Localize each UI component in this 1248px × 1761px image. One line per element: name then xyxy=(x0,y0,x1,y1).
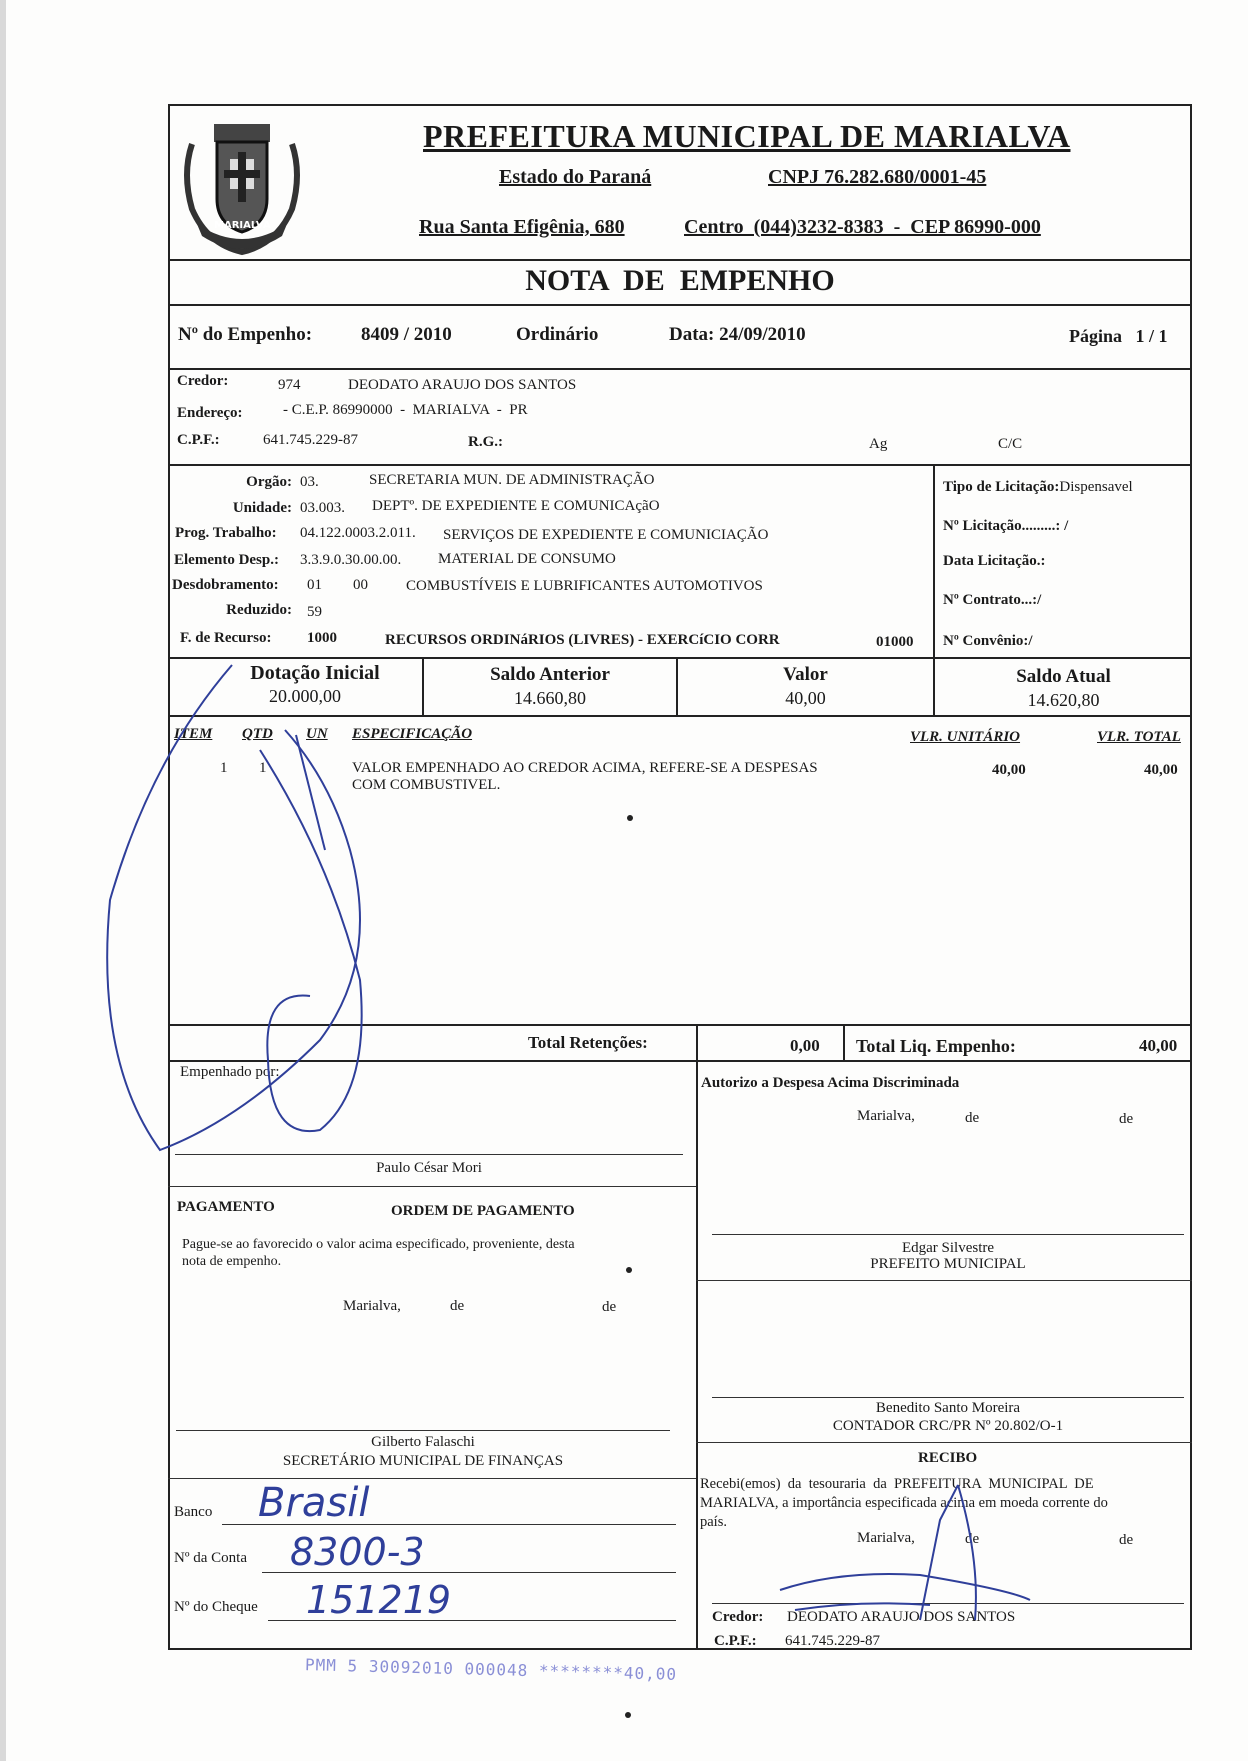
conta-value: 8300-3 xyxy=(290,1530,425,1574)
valor-value: 40,00 xyxy=(785,688,826,708)
item-unit-value: 40,00 xyxy=(992,762,1026,778)
cnpj-label: CNPJ 76.282.680/0001-45 xyxy=(768,166,987,188)
elemento-code: 3.3.9.0.30.00.00. xyxy=(300,552,402,568)
cc-label: C/C xyxy=(998,436,1023,452)
recibo-text-line1: Recebi(emos) da tesouraria da PREFEITURA MUNICIPAL DE xyxy=(700,1476,1094,1492)
pagamento-date-de2: de xyxy=(602,1299,617,1315)
contador-name: Benedito Santo Moreira xyxy=(875,1400,1021,1416)
item-qtd: 1 xyxy=(259,760,267,776)
licitacao-data: Data Licitação.: xyxy=(943,553,1046,569)
cheque-label: Nº do Cheque xyxy=(174,1599,258,1615)
credor-label: Credor: xyxy=(177,373,229,389)
contrato-number: Nº Contrato...:/ xyxy=(943,592,1042,608)
col-especificacao: ESPECIFICAÇÃO xyxy=(352,726,473,742)
endereco-value: - C.E.P. 86990000 - MARIALVA - PR xyxy=(283,402,528,418)
rg-label: R.G.: xyxy=(468,434,503,450)
empenhado-name: Paulo César Mori xyxy=(376,1160,482,1176)
ordem-pagamento-label: ORDEM DE PAGAMENTO xyxy=(391,1203,575,1219)
recibo-credor-label: Credor: xyxy=(712,1609,764,1625)
empenho-number: 8409 / 2010 xyxy=(361,324,452,345)
recibo-cpf-value: 641.745.229-87 xyxy=(785,1633,880,1649)
col-item: ITEM xyxy=(174,726,213,742)
prefeito-name: Edgar Silvestre xyxy=(901,1240,995,1256)
recibo-title: RECIBO xyxy=(918,1450,978,1466)
recibo-cpf-label: C.P.F.: xyxy=(714,1633,757,1649)
empenho-type: Ordinário xyxy=(516,324,599,345)
endereco-label: Endereço: xyxy=(177,405,243,421)
desdobramento-code2: 00 xyxy=(353,577,368,593)
recibo-text-line3: país. xyxy=(700,1514,727,1530)
fonte-name: RECURSOS ORDINáRIOS (LIVRES) - EXERCíCIO CORR xyxy=(385,632,780,648)
coat-of-arms-text: MARIALVA xyxy=(214,220,271,231)
autorizo-date-de1: de xyxy=(965,1110,980,1126)
dotacao-label: Dotação Inicial xyxy=(250,662,380,684)
saldo-atual-value: 14.620,80 xyxy=(1027,690,1100,710)
desdobramento-code1: 01 xyxy=(307,577,322,593)
desdobramento-name: COMBUSTÍVEIS E LUBRIFICANTES AUTOMOTIVOS xyxy=(406,578,763,594)
cheque-value: 151219 xyxy=(306,1578,452,1622)
valor-label: Valor xyxy=(783,664,828,685)
address-label: Rua Santa Efigênia, 680 xyxy=(419,216,625,238)
conta-label: Nº da Conta xyxy=(174,1550,247,1566)
pagamento-text-line1: Pague-se ao favorecido o valor acima especificado, proveniente, desta xyxy=(182,1237,575,1252)
contador-title: CONTADOR CRC/PR Nº 20.802/O-1 xyxy=(832,1418,1064,1434)
prog-label: Prog. Trabalho: xyxy=(175,525,277,541)
unidade-code: 03.003. xyxy=(300,500,345,516)
state-label: Estado do Paraná xyxy=(499,166,652,188)
banco-value: Brasil xyxy=(258,1480,370,1526)
licitacao-numero: Nº Licitação.........: / xyxy=(943,518,1069,534)
elemento-label: Elemento Desp.: xyxy=(174,552,279,568)
pagamento-text-line2: nota de empenho. xyxy=(182,1254,282,1269)
reduzido-label: Reduzido: xyxy=(226,602,292,618)
cpf-value: 641.745.229-87 xyxy=(263,432,358,448)
reduzido-value: 59 xyxy=(307,604,322,620)
desdobramento-label: Desdobramento: xyxy=(172,577,279,593)
banco-label: Banco xyxy=(174,1504,213,1520)
col-qtd: QTD xyxy=(242,726,273,742)
contact-label: Centro (044)3232-8383 - CEP 86990-000 xyxy=(684,216,1041,238)
licitacao-tipo-value: Dispensavel xyxy=(1059,479,1133,495)
saldo-anterior-value: 14.660,80 xyxy=(514,688,586,708)
empenho-label: Nº do Empenho: xyxy=(178,324,313,345)
fonte-code: 1000 xyxy=(307,630,337,646)
saldo-atual-label: Saldo Atual xyxy=(1016,666,1111,687)
municipality-title: PREFEITURA MUNICIPAL DE MARIALVA xyxy=(423,118,1071,154)
fonte-code2: 01000 xyxy=(876,634,914,650)
ag-label: Ag xyxy=(869,436,888,452)
empenhado-por-label: Empenhado por: xyxy=(180,1064,280,1080)
page-number: Página 1 / 1 xyxy=(1069,326,1168,346)
liq-empenho-value: 40,00 xyxy=(1139,1036,1178,1055)
item-total-value: 40,00 xyxy=(1144,762,1178,778)
item-number: 1 xyxy=(220,760,228,776)
document-title: NOTA DE EMPENHO xyxy=(525,264,835,297)
prefeito-title: PREFEITO MUNICIPAL xyxy=(870,1256,1026,1272)
credor-name: DEODATO ARAUJO DOS SANTOS xyxy=(348,377,577,393)
prog-name: SERVIÇOS DE EXPEDIENTE E COMUNICIAÇÃO xyxy=(443,527,769,543)
recibo-date-de1: de xyxy=(965,1531,980,1547)
unidade-label: Unidade: xyxy=(232,500,292,516)
bank-stamp: PMM 5 30092010 000048 ********40,00 xyxy=(304,1655,678,1684)
recibo-date-city: Marialva, xyxy=(857,1530,915,1546)
col-vlr-unitario: VLR. UNITÁRIO xyxy=(910,729,1021,745)
pagamento-date-de1: de xyxy=(450,1298,465,1314)
col-vlr-total: VLR. TOTAL xyxy=(1097,729,1181,745)
prog-code: 04.122.0003.2.011. xyxy=(300,525,416,541)
pagamento-label: PAGAMENTO xyxy=(177,1199,275,1215)
autorizo-date-city: Marialva, xyxy=(857,1108,915,1124)
dotacao-value: 20.000,00 xyxy=(269,686,341,706)
recibo-signature xyxy=(780,1485,1030,1620)
secretario-name: Gilberto Falaschi xyxy=(371,1434,475,1450)
orgao-code: 03. xyxy=(300,474,319,490)
autorizo-label: Autorizo a Despesa Acima Discriminada xyxy=(701,1075,960,1091)
recibo-text-line2: MARIALVA, a importância especificada acima em moeda corrente do xyxy=(700,1495,1108,1511)
licitacao-tipo-label: Tipo de Licitação: xyxy=(943,479,1060,495)
saldo-anterior-label: Saldo Anterior xyxy=(490,664,610,685)
pagamento-date-city: Marialva, xyxy=(343,1298,401,1314)
unidade-name: DEPTº. DE EXPEDIENTE E COMUNICAçãO xyxy=(372,498,660,514)
recibo-date-de2: de xyxy=(1119,1532,1134,1548)
liq-empenho-label: Total Liq. Empenho: xyxy=(856,1036,1016,1056)
recibo-credor-value: DEODATO ARAUJO DOS SANTOS xyxy=(787,1609,1016,1625)
convenio-number: Nº Convênio:/ xyxy=(943,633,1033,649)
retencoes-value: 0,00 xyxy=(790,1036,820,1055)
orgao-name: SECRETARIA MUN. DE ADMINISTRAÇÃO xyxy=(369,472,655,488)
credor-code: 974 xyxy=(278,377,301,393)
elemento-name: MATERIAL DE CONSUMO xyxy=(438,551,616,567)
col-un: UN xyxy=(306,726,328,742)
retencoes-label: Total Retenções: xyxy=(528,1033,648,1052)
autorizo-date-de2: de xyxy=(1119,1111,1134,1127)
cpf-label: C.P.F.: xyxy=(177,432,220,448)
fonte-label: F. de Recurso: xyxy=(180,630,272,646)
secretario-title: SECRETÁRIO MUNICIPAL DE FINANÇAS xyxy=(282,1453,564,1469)
orgao-label: Orgão: xyxy=(246,474,292,490)
empenho-signature xyxy=(107,665,361,1150)
item-desc-line2: COM COMBUSTIVEL. xyxy=(352,777,501,793)
empenho-date: Data: 24/09/2010 xyxy=(669,324,806,345)
item-desc-line1: VALOR EMPENHADO AO CREDOR ACIMA, REFERE-SE A DESPESAS xyxy=(352,760,818,776)
